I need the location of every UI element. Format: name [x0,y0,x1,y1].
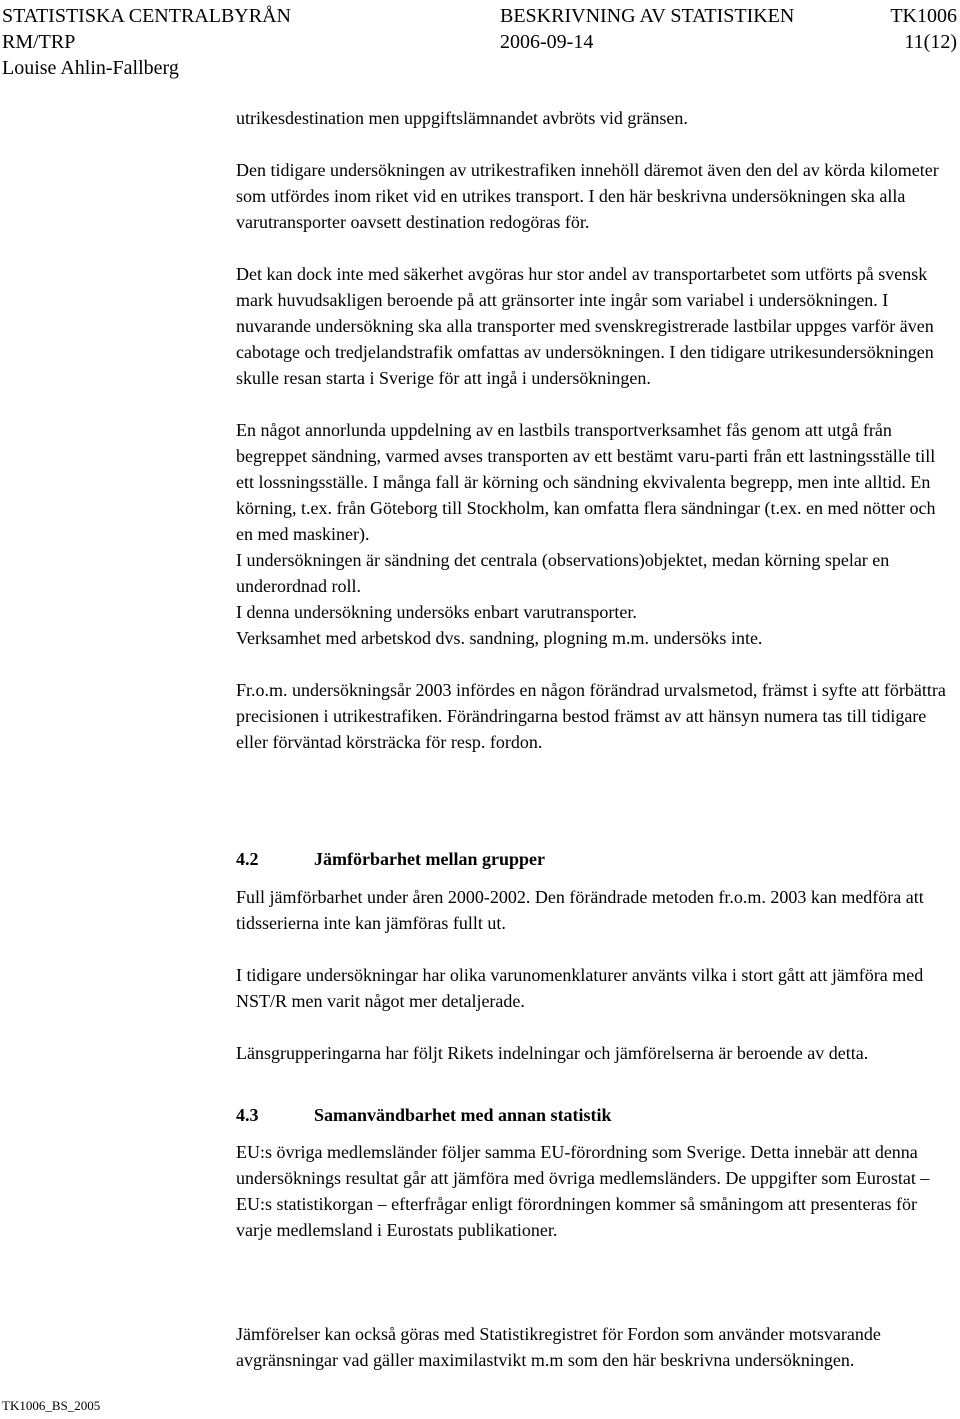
header-author: Louise Ahlin-Fallberg [2,57,179,79]
paragraph: Full jämförbarhet under åren 2000-2002. Den förändrade metoden fr.o.m. 2003 kan medföra att tidsserierna inte kan jämföras fullt ut. [236,887,924,933]
paragraph: I denna undersökning undersöks enbart varutransporter. [236,602,637,622]
section-title: Jämförbarhet mellan grupper [314,849,545,869]
section-4-3-text [236,1139,949,1243]
paragraph: I tidigare undersökningar har olika varunomenklaturer använts vilka i stort gått att jämföra med NST/R men varit något mer detaljerade. [236,965,924,1011]
section-4-3-text-continued [236,1321,949,1373]
paragraph: Verksamhet med arbetskod dvs. sandning, plogning m.m. undersöks inte. [236,628,763,648]
paragraph: Den tidigare undersökningen av utrikestrafiken innehöll däremot även den del av körda kilometer som utfördes inom riket vid en utrikes transport. I den här beskrivna undersökningen ska alla varutransporter oavsett destination redogöras för. [236,160,939,232]
header-document-code: TK1006 [890,5,957,27]
section-heading-4-3 [236,1102,612,1128]
paragraph: Fr.o.m. undersökningsår 2003 infördes en någon förändrad urvalsmetod, främst i syfte att förbättra precisionen i utrikestrafiken. Förändringarna bestod främst av att hänsyn numera tas till tidigare eller förväntad körsträcka för resp. fordon. [236,680,946,752]
paragraph: EU:s övriga medlemsländer följer samma EU-förordning som Sverige. Detta innebär att denna undersöknings resultat går att jämföra med övriga medlemsländers. De uppgifter som Eurostat – EU:s statistikorgan – efterfrågar enligt förordningen kommer så småningom att presenteras för varje medlemsland i Eurostats publikationer. [236,1142,930,1240]
paragraph: utrikesdestination men uppgiftslämnandet avbröts vid gränsen. [236,108,688,128]
section-title: Samanvändbarhet med annan statistik [314,1105,612,1125]
footer-document-code: TK1006_BS_2005 [2,1398,101,1413]
header-unit: RM/TRP [2,31,76,53]
header-page-number: 11(12) [904,31,957,53]
header-organization: STATISTISKA CENTRALBYRÅN [2,5,291,27]
header-date: 2006-09-14 [500,31,594,53]
section-heading-4-2 [236,846,545,872]
header-document-type: BESKRIVNING AV STATISTIKEN [500,5,795,27]
paragraph: Jämförelser kan också göras med Statistikregistret för Fordon som använder motsvarande avgränsningar vad gäller maximilastvikt m.m som den här beskrivna undersökningen. [236,1324,881,1370]
paragraph: Det kan dock inte med säkerhet avgöras hur stor andel av transportarbetet som utförts på svensk mark huvudsakligen beroende på att gränsorter inte ingår som variabel i undersökningen. I nuvarande undersökning ska alla transporter med svenskregistrerade lastbilar uppges varför även cabotage och tredjelandstrafik omfattas av undersökningen. I den tidigare utrikesundersökningen skulle resan starta i Sverige för att ingå i undersökningen. [236,264,934,388]
paragraph: En något annorlunda uppdelning av en lastbils transportverksamhet fås genom att utgå från begreppet sändning, varmed avses transporten av ett bestämt varu-parti från ett lastningsställe till ett lossningsställe. I många fall är körning och sändning ekvivalenta begrepp, men inte alltid. En körning, t.ex. från Göteborg till Stockholm, kan omfatta flera sändningar (t.ex. en med nötter och en med maskiner). [236,420,936,544]
section-number: 4.3 [236,1105,259,1125]
section-number: 4.2 [236,849,259,869]
body-text-block [236,105,949,755]
paragraph: Länsgrupperingarna har följt Rikets indelningar och jämförelserna är beroende av detta. [236,1043,869,1063]
paragraph: I undersökningen är sändning det centrala (observations)objektet, medan körning spelar en underordnad roll. [236,550,890,596]
section-4-2-text [236,884,949,1066]
